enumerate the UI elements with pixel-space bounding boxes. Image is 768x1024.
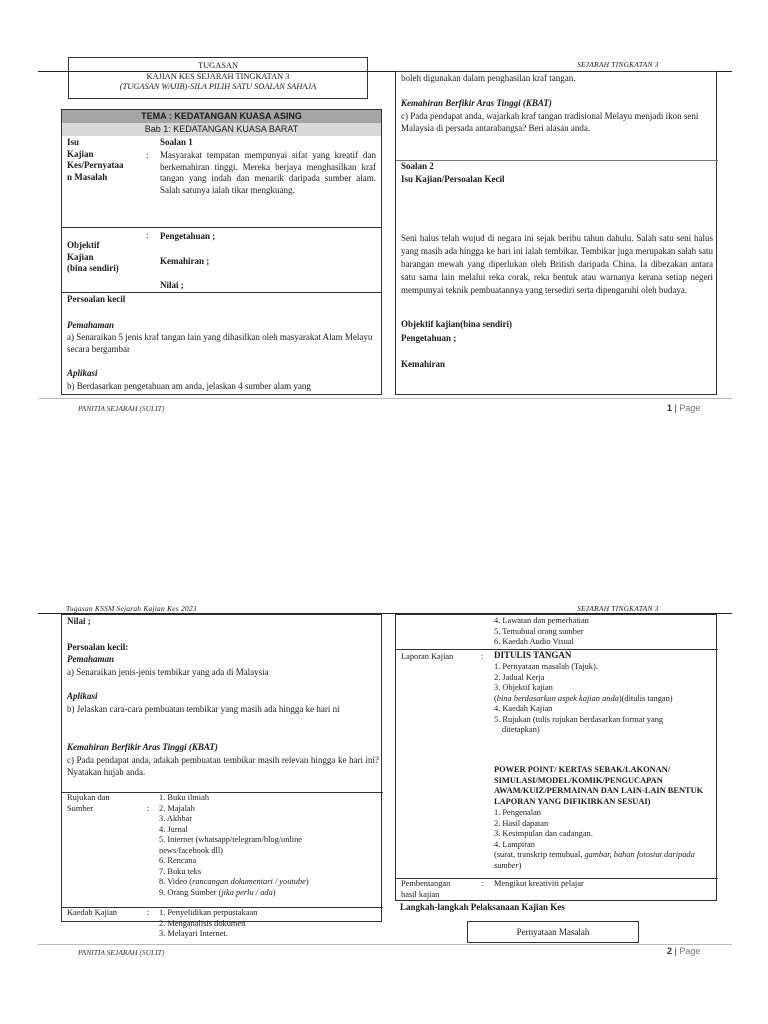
rujukan-video-italic: rancangan dokumentari / youtube	[192, 877, 306, 886]
rujukan-orang-italic: jika perlu / ada	[221, 887, 273, 897]
rujukan-colon: :	[147, 804, 150, 813]
pembentangan-label-1: Pembentangan	[401, 879, 451, 888]
rujukan-item: 3. Akhbar	[159, 814, 193, 823]
row-divider	[396, 160, 718, 161]
laporan-item: 3. Kesimpulan dan cadangan.	[494, 829, 593, 838]
rujukan-item: 2. Majalah	[159, 803, 195, 813]
lampiran-suffix: )	[518, 860, 522, 870]
isu-colon: :	[146, 150, 149, 160]
kaedah-item: 2. Menganalisis dokumen	[159, 918, 246, 928]
laporan-list	[494, 662, 712, 736]
aplikasi-question: b) Berdasarkan pengetahuan am anda, jelaskan 4 sumber alam yang	[67, 381, 311, 391]
footer-rule-2	[38, 944, 732, 945]
pemahaman-question: a) Senaraikan 5 jenis kraf tangan lain yang dihasilkan oleh masyarakat Alam Melayu secara bergambar	[67, 332, 373, 354]
kemahiran-label-2: Kemahiran	[401, 359, 445, 369]
aplikasi-question-2: b) Jelaskan cara-cara pembuatan tembikar yang masih ada hingga ke hari ni	[67, 704, 340, 714]
rujukan-item: 5. Internet (whatsapp/telegram/blog/online	[159, 835, 303, 844]
kaedah-cont-list	[494, 616, 589, 648]
laporan-item: 5. Rujukan (tulis rujukan berdasarkan format yang	[494, 714, 664, 724]
page-word: Page	[679, 946, 701, 956]
laporan-item: 1. Pernyataan masalah (Tajuk).	[494, 662, 598, 671]
footer-page-2	[667, 946, 700, 956]
header-subject-2: SEJARAH TINGKATAN 3	[577, 604, 659, 613]
tema-bar: TEMA : KEDATANGAN KUASA ASING	[62, 110, 381, 123]
kbat-label: Kemahiran Berfikir Aras Tinggi (KBAT)	[401, 98, 552, 108]
laporan-label: Laporan Kajian	[401, 652, 454, 661]
header-subject: SEJARAH TINGKATAN 3	[577, 60, 659, 69]
laporan-item: 4. Lampiran	[494, 839, 535, 849]
rujukan-item-orang	[159, 888, 309, 899]
isu-kajian-title: Isu Kajian/Persoalan Kecil	[401, 174, 505, 184]
page-number: 2	[667, 946, 673, 956]
kaedah-colon: :	[147, 908, 150, 917]
footer-rule	[38, 398, 732, 399]
rujukan-label-1: Rujukan dan	[67, 793, 110, 802]
title-line-3: (TUGASAN WAJIB)-SILA PILIH SATU SOALAN SAHAJA	[119, 82, 317, 91]
soalan-1-text: Masyarakat tempatan mempunyai sifat yang kreatif dan berkemahiran tinggi. Mereka berjaya menghasilkan kraf tangan yang indah dan menarik daripada sumber alam. Salah satunya ialah tikar mengkuang.	[160, 150, 376, 195]
footer-left: PANITIA SEJARAH (SULIT)	[78, 404, 165, 413]
laporan-item: 1. Pengenalan	[494, 808, 541, 817]
kaedah-item: 6. Kaedah Audio Visual	[494, 637, 574, 646]
page-number: 1	[667, 403, 673, 413]
rujukan-video-prefix: 8. Video (	[159, 877, 193, 886]
pembentangan-label-2: hasil kajian	[401, 889, 440, 899]
rujukan-list	[159, 793, 309, 898]
rujukan-item: 1. Buku ilmiah	[159, 793, 210, 802]
laporan-objektif-tail: )(ditulis tangan)	[618, 693, 673, 703]
right-table	[395, 71, 717, 395]
nilai-label-2: Nilai ;	[67, 616, 91, 626]
rujukan-item: 4. Jurnal	[159, 824, 188, 834]
page-separator: |	[674, 403, 680, 413]
kaedah-item: 3. Melayari Internet.	[159, 929, 228, 938]
persoalan-kecil-label: Persoalan kecil	[67, 294, 126, 304]
header-left-2: Tugasan KSSM Sejarah Kajian Kes 2023	[66, 604, 197, 613]
rujukan-orang-suffix: )	[272, 887, 276, 897]
lampiran-prefix: (surat, transkrip temubual,	[494, 850, 585, 859]
laporan-list-2	[494, 808, 712, 871]
rujukan-orang-prefix: 9. Orang Sumber (	[159, 887, 222, 897]
pemahaman-label: Pemahaman	[67, 320, 115, 330]
rujukan-item: news/facebook dll)	[159, 845, 223, 855]
kemahiran-label: Kemahiran ;	[160, 256, 210, 266]
power-point-heading: POWER POINT/ KERTAS SEBAK/LAKONAN/ SIMULASI/MODEL/KOMIK/PENGUCAPAN AWAM/KUIZ/PERMAINAN DAN LAIN-LAIN BENTUK LAPORAN YANG DIFIKIRKAN SESUAI)	[494, 765, 704, 806]
kbat-question-2: c) Pada pendapat anda, adakah pembuatan tembikar masih relevan hingga ke hari ini? Nyatakan hujah anda.	[67, 755, 379, 777]
kaedah-item: 5. Temubual orang sumber	[494, 626, 584, 636]
objektif-label-2: Kajian	[67, 251, 94, 262]
pembentangan-colon: :	[481, 879, 484, 888]
lampiran-italic: gambar, bahan fotostat daripada sumber	[494, 850, 695, 870]
pembentangan-label	[401, 879, 450, 900]
kaedah-list	[159, 908, 257, 940]
laporan-item: 2. Jadual Kerja	[494, 672, 545, 682]
right-table-2	[395, 614, 717, 901]
aplikasi-continuation: boleh digunakan dalam penghasilan kraf tangan.	[401, 73, 576, 83]
isu-label	[67, 137, 147, 183]
soalan-2-text: Seni halus telah wujud di negara ini sejak beribu tahun dahulu. Salah satu seni halus yang masih ada hingga ke hari ini ialah tembikar. Tembikar juga merupakan salah satu barangan mewah yang diperlukan oleh British daripada China. Ia dibezakan antara satu sama lain melalui reka corak, reka bentuk atau warnanya kerana setiap negeri mempunyai teknik pembuatannya yang tersediri serta dipengaruhi oleh budaya.	[401, 233, 713, 295]
bab-bar: Bab 1: KEDATANGAN KUASA BARAT	[62, 123, 381, 136]
rujukan-item: 6. Rencana	[159, 856, 197, 865]
left-table	[61, 109, 382, 395]
lampiran-note	[494, 850, 712, 871]
kaedah-label: Kaedah Kajian	[67, 908, 117, 917]
footer-page	[667, 403, 700, 413]
isu-label-4: n Masalah	[67, 171, 108, 182]
persoalan-kecil-label-2: Persoalan kecil:	[67, 642, 129, 652]
kaedah-item: 1. Penyelidikan perpustakaan	[159, 908, 258, 917]
laporan-item-objektif: (bina berdasarkan aspek kajian anda)(ditulis tangan)	[494, 693, 673, 703]
kbat-label-2: Kemahiran Berfikir Aras Tinggi (KBAT)	[67, 742, 218, 752]
soalan-1-title: Soalan 1	[160, 137, 193, 147]
pembentangan-value: Mengikut kreativiti pelajar	[494, 879, 584, 888]
rujukan-video-suffix: )	[305, 877, 309, 886]
left-table-2	[61, 614, 382, 938]
title-box	[68, 57, 368, 99]
objektif-kajian-label: Objektif kajian(bina sendiri)	[401, 319, 513, 329]
footer-left-2: PANITIA SEJARAH (SULIT)	[78, 948, 165, 957]
row-divider	[62, 292, 382, 293]
laporan-item: ditetapkan)	[502, 725, 540, 734]
isu-label-2: Kajian	[67, 148, 94, 159]
rujukan-label-2: Sumber	[67, 803, 94, 813]
objektif-colon: :	[146, 230, 149, 240]
rujukan-item-video	[159, 877, 309, 888]
title-line-2: KAJIAN KES SEJARAH TINGKATAN 3	[146, 71, 290, 81]
page-word: Page	[679, 403, 701, 413]
pengetahuan-label-2: Pengetahuan ;	[401, 333, 457, 343]
laporan-objektif-italic: bina berdasarkan aspek kajian anda	[496, 693, 619, 703]
laporan-item: 2. Hasil dapatan	[494, 818, 549, 828]
pernyataan-masalah-box: Pernyataan Masalah	[467, 921, 639, 943]
objektif-label-3: (bina sendiri)	[67, 263, 119, 273]
langkah-heading: Langkah-langkah Pelaksanaan Kajian Kes	[400, 902, 565, 912]
aplikasi-label: Aplikasi	[67, 368, 98, 378]
rujukan-label	[67, 793, 110, 814]
aplikasi-label-2: Aplikasi	[67, 691, 98, 701]
isu-label-1: Isu	[67, 137, 80, 147]
pemahaman-label-2: Pemahaman	[67, 654, 115, 664]
page-separator: |	[674, 946, 680, 956]
row-divider	[62, 227, 382, 228]
pemahaman-question-2: a) Senaraikan jenis-jenis tembikar yang ada di Malaysia	[67, 667, 269, 677]
isu-label-3: Kes/Pernyataa	[67, 160, 124, 170]
pengetahuan-label: Pengetahuan ;	[160, 231, 216, 241]
title-line-1: TUGASAN	[197, 61, 238, 70]
kaedah-item: 4. Lawatan dan pemerhatian	[494, 616, 589, 625]
ditulis-tangan: DITULIS TANGAN	[494, 650, 572, 660]
rujukan-item: 7. Buku teks	[159, 866, 202, 876]
laporan-colon: :	[481, 652, 484, 661]
soalan-2-title: Soalan 2	[401, 161, 434, 171]
objektif-label-1: Objektif	[67, 240, 100, 250]
nilai-label: Nilai ;	[160, 280, 184, 290]
laporan-item: 4. Kaedah Kajian	[494, 704, 553, 713]
kbat-question: c) Pada pendapat anda, wajarkah kraf tangan tradisional Melayu menjadi ikon seni Malaysia di persada antarabangsa? Beri alasan anda.	[401, 111, 699, 133]
objektif-label	[67, 240, 147, 275]
laporan-item: 3. Objektif kajian	[494, 683, 553, 692]
